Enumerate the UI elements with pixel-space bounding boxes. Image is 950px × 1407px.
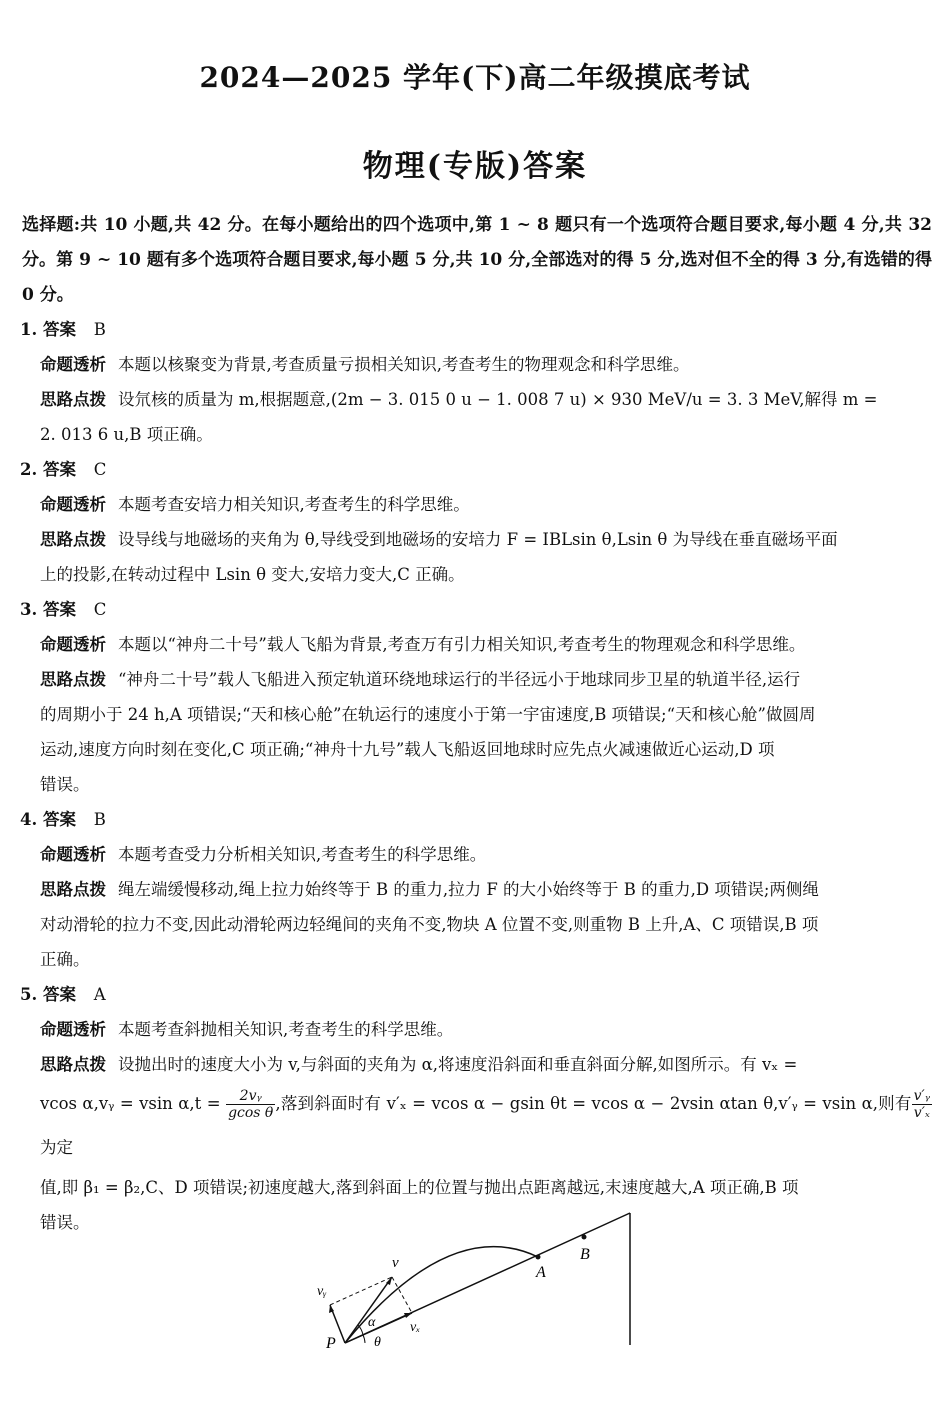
answer-title: 物理(专版)答案	[362, 149, 588, 184]
question-4-analysis: 命题透析 本题考查受力分析相关知识,考查考生的科学思维。	[40, 845, 487, 864]
hint-label: 思路点拨	[40, 670, 106, 689]
hint-label: 思路点拨	[40, 530, 106, 549]
question-3-hint-cont: 的周期小于 24 h,A 项错误;“天和核心舱”在轨运行的速度小于第一宇宙速度,B 项错误;“天和核心舱”做圆周	[40, 705, 816, 724]
label-theta: θ	[374, 1335, 381, 1350]
question-number: 3.	[20, 600, 38, 619]
question-2-hint-cont: 上的投影,在转动过程中 Lsin θ 变大,安培力变大,C 正确。	[40, 565, 465, 584]
point-a	[536, 1255, 541, 1260]
question-3-analysis: 命题透析 本题以“神舟二十号”载人飞船为背景,考查万有引力相关知识,考查考生的物理观念和科学思维。	[40, 635, 806, 654]
question-5-hint: 思路点拨 设抛出时的速度大小为 v,与斜面的夹角为 α,将速度沿斜面和垂直斜面分解,如图所示。有 vₓ =	[40, 1055, 798, 1074]
label-b: B	[580, 1246, 590, 1263]
question-3-hint-cont: 运动,速度方向时刻在变化,C 项正确;“神舟十九号”载人飞船返回地球时应先点火减速做近心运动,D 项	[40, 740, 775, 759]
velocity-vx-arrowhead	[404, 1313, 412, 1318]
answer-value: A	[93, 985, 106, 1004]
question-number: 1.	[20, 320, 38, 339]
label-a: A	[536, 1264, 546, 1281]
question-1-hint: 思路点拨 设氘核的质量为 m,根据题意,(2m − 3. 015 0 u − 1. 008 7 u) × 930 MeV/u = 3. 3 MeV,解得 m =	[40, 390, 878, 409]
answer-label: 答案	[42, 600, 76, 619]
question-2-hint: 思路点拨 设导线与地磁场的夹角为 θ,导线受到地磁场的安培力 F = IBLsin θ,Lsin θ 为导线在垂直磁场平面	[40, 530, 838, 549]
section-intro: 选择题:共 10 小题,共 42 分。在每小题给出的四个选项中,第 1 ~ 8 题只有一个选项符合题目要求,每小题 4 分,共 32 分。第 9 ~ 10 题有多个选项符合题目要求,每小题 5 分,共 10 分,全部选对的得 5 分,选对但不全的得 3 分,有选错的得 0 分。	[22, 215, 932, 305]
question-1-answer	[20, 312, 932, 347]
answer-value: B	[93, 810, 106, 829]
analysis-label: 命题透析	[40, 845, 106, 864]
question-4-hint-cont: 正确。	[40, 950, 90, 969]
exam-title: 2024—2025 学年(下)高二年级摸底考试	[199, 61, 751, 94]
answers-list	[20, 312, 932, 1240]
question-number: 5.	[20, 985, 38, 1004]
analysis-label: 命题透析	[40, 495, 106, 514]
answer-value: B	[93, 320, 106, 339]
question-number: 2.	[20, 460, 38, 479]
projectile-incline-diagram	[300, 1205, 640, 1350]
question-3-hint-cont: 错误。	[40, 775, 90, 794]
answer-label: 答案	[42, 985, 76, 1004]
analysis-label: 命题透析	[40, 355, 106, 374]
analysis-label: 命题透析	[40, 1020, 106, 1039]
hint-label: 思路点拨	[40, 1055, 106, 1074]
hint-label: 思路点拨	[40, 880, 106, 899]
point-b	[582, 1235, 587, 1240]
question-5-hint-cont: 值,即 β₁ = β₂,C、D 项错误;初速度越大,落到斜面上的位置与抛出点距离越远,末速度越大,A 项正确,B 项	[40, 1178, 799, 1197]
question-4-hint-cont: 对动滑轮的拉力不变,因此动滑轮两边轻绳间的夹角不变,物块 A 位置不变,则重物 B 上升,A、C 项错误,B 项	[40, 915, 819, 934]
label-v: v	[392, 1255, 399, 1271]
dashed-line-right	[392, 1277, 412, 1313]
question-2-answer	[20, 452, 932, 487]
answer-label: 答案	[42, 320, 76, 339]
question-number: 4.	[20, 810, 38, 829]
label-vy: vᵧ	[317, 1284, 327, 1299]
answer-label: 答案	[42, 460, 76, 479]
fraction-ratio: $\frac{\text{v′ᵧ}}{\text{v′ₓ}}$	[913, 1088, 930, 1121]
label-p: P	[326, 1335, 336, 1350]
answer-label: 答案	[42, 810, 76, 829]
question-5-analysis: 命题透析 本题考查斜抛相关知识,考查考生的科学思维。	[40, 1020, 454, 1039]
question-1-analysis: 命题透析 本题以核聚变为背景,考查质量亏损相关知识,考查考生的物理观念和科学思维。	[40, 355, 690, 374]
analysis-label: 命题透析	[40, 635, 106, 654]
label-alpha: α	[368, 1315, 376, 1330]
fraction-t: $\frac{\text{2vᵧ}}{\text{gcos θ}}$	[228, 1088, 274, 1121]
question-5-hint-cont: 错误。	[40, 1213, 90, 1232]
label-vx: vₓ	[410, 1320, 421, 1335]
question-1-hint-cont: 2. 013 6 u,B 项正确。	[40, 425, 213, 444]
question-4-answer	[20, 802, 932, 837]
question-3-hint: 思路点拨 “神舟二十号”载人飞船进入预定轨道环绕地球运行的半径远小于地球同步卫星的轨道半径,运行	[40, 670, 801, 689]
hint-label: 思路点拨	[40, 390, 106, 409]
theta-arc	[363, 1335, 365, 1343]
answer-value: C	[93, 600, 107, 619]
answer-value: C	[93, 460, 107, 479]
question-5-answer	[20, 977, 932, 1012]
question-4-hint: 思路点拨 绳左端缓慢移动,绳上拉力始终等于 B 的重力,拉力 F 的大小始终等于 B 的重力,D 项错误;两侧绳	[40, 880, 819, 899]
alpha-arc	[358, 1325, 363, 1335]
question-2-analysis: 命题透析 本题考查安培力相关知识,考查考生的科学思维。	[40, 495, 470, 514]
question-3-answer	[20, 592, 932, 627]
question-5-hint-cont: vcos α,vᵧ = vsin α,t = $\frac{\text{2vᵧ}}{\text{gcos θ}}$ ,落到斜面时有 v′ₓ = vcos α − gsin θt = vcos α − 2vsin αtan θ,v′ᵧ = vsin α,则有 $\frac{\text{v′ᵧ}}{\text{v′ₓ}}$ 为定	[40, 1088, 930, 1157]
